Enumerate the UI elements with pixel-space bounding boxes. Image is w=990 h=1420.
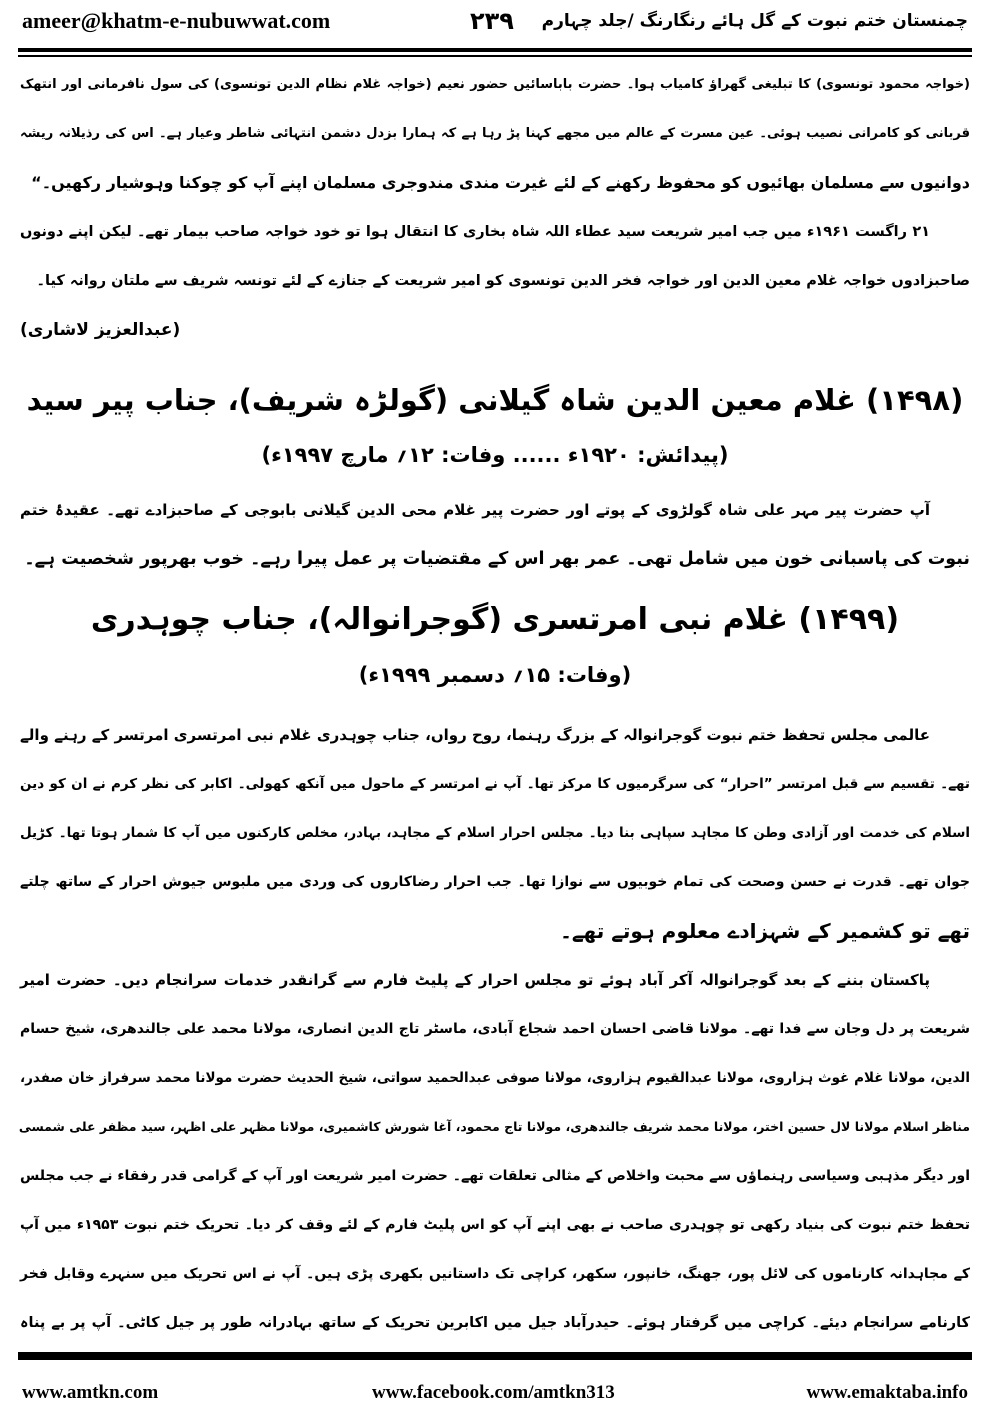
entry-heading: (۱۴۹۹) غلام نبی امرتسری (گوجرانوالہ)، جناب چوہدری: [90, 602, 900, 637]
text-line: تحفظ ختم نبوت کی بنیاد رکھی تو چوہدری صاحب نے بھی اپنے آپ کو اس پلیٹ فارم کے لئے وقف کر دیا۔ تحریک ختم نبوت ۱۹۵۳ء میں آپ: [20, 1217, 970, 1233]
text-line: ۲۱ راگست ۱۹۶۱ء میں جب امیر شریعت سید عطاء اللہ شاہ بخاری کا انتقال ہوا تو خود خواجہ صاحب بیمار تھے۔ لیکن اپنے دونوں: [20, 224, 931, 240]
book-title: چمنستان ختم نبوت کے گل ہائے رنگارنگ /جلد چہارم: [541, 11, 968, 31]
text-line: شریعت پر دل وجان سے فدا تھے۔ مولانا قاضی احسان احمد شجاع آبادی، ماسٹر تاج الدین انصاری، مولانا محمد علی جالندھری، شیخ حسام: [20, 1021, 970, 1037]
text-line-last: نبوت کی پاسبانی خون میں شامل تھی۔ عمر بھر اس کے مقتضیات پر عمل پیرا رہے۔ خوب بھرپور شخصیت ہے۔: [24, 549, 970, 569]
entry-dates: (وفات: ۱۵؍ دسمبر ۱۹۹۹ء): [358, 663, 632, 687]
text-line: عالمی مجلس تحفظ ختم نبوت گوجرانوالہ کے بزرگ رہنما، روح رواں، جناب چوہدری غلام نبی امرتسری امرتسر کے رہنے والے: [20, 726, 930, 744]
text-line: آپ حضرت پیر مہر علی شاہ گولڑوی کے پوتے اور حضرت پیر غلام محی الدین گیلانی بابوجی کے صاحبزادے تھے۔ عقیدۂ ختم: [20, 501, 930, 519]
footer-rule: [18, 1352, 972, 1360]
header-rule-thin: [18, 55, 972, 57]
footer-link-emaktaba[interactable]: www.emaktaba.info: [806, 1382, 968, 1403]
text-line: اسلام کی خدمت اور آزادی وطن کا مجاہد سپاہی بنا دیا۔ مجلس احرار اسلام کے مجاہد، بہادر، مخلص کارکنوں میں آپ کا شمار ہوتا تھا۔ کڑیل: [20, 825, 970, 841]
text-line: کارنامے سرانجام دیئے۔ کراچی میں گرفتار ہوئے۔ حیدرآباد جیل میں اکابرین تحریک کے ساتھ بہادرانہ طور پر جیل کاٹی۔ آپ پر بے پناہ: [20, 1315, 970, 1331]
text-line: (خواجہ محمود تونسوی) کا تبلیغی گھراؤ کامیاب ہوا۔ حضرت باباسائیں حضور نعیم (خواجہ غلام نظام الدین تونسوی) کی سول نافرمانی اور انتھک: [20, 77, 970, 92]
text-line-last: صاحبزادوں خواجہ غلام معین الدین اور خواجہ فخر الدین تونسوی کو امیر شریعت کے جنازے کے لئے تونسہ شریف سے ملتان روانہ کیا۔: [36, 273, 970, 289]
text-line: کے مجاہدانہ کارناموں کی لائل پور، جھنگ، خانپور، سکھر، کراچی تک داستانیں بکھری پڑی ہیں۔ آپ نے اس تحریک میں سنہرے وقابل فخر: [20, 1266, 970, 1282]
text-line: جوان تھے۔ قدرت نے حسن وصحت کی تمام خوبیوں سے نوازا تھا۔ جب احرار رضاکاروں کی وردی میں ملبوس جیوش احرار کے ساتھ چلتے: [20, 874, 970, 890]
entry-dates: (پیدائش: ۱۹۲۰ء ...... وفات: ۱۲؍ مارچ ۱۹۹۷ء): [261, 443, 729, 467]
text-line-last: دوانیوں سے مسلمان بھائیوں کو محفوظ رکھنے کے لئے غیرت مندی مندوجری مسلمان اپنے آپ کو چوکنا وہوشیار رکھیں۔“: [31, 173, 970, 192]
text-line: اور دیگر مذہبی وسیاسی رہنماؤں سے محبت واخلاص کے مثالی تعلقات تھے۔ حضرت امیر شریعت اور آپ کے گرامی قدر رفقاء نے جب مجلس: [20, 1168, 970, 1184]
page-number: ۲۳۹: [470, 7, 514, 35]
header-rule-thick: [18, 48, 972, 52]
text-line-last: تھے تو کشمیر کے شہزادے معلوم ہوتے تھے۔: [560, 919, 970, 943]
text-line: پاکستان بننے کے بعد گوجرانوالہ آکر آباد ہوئے تو مجلس احرار کے پلیٹ فارم سے گرانقدر خدمات سرانجام دیں۔ حضرت امیر: [20, 971, 930, 989]
text-line: تھے۔ تقسیم سے قبل امرتسر ”احرار“ کی سرگرمیوں کا مرکز تھا۔ آپ نے امرتسر کے ماحول میں آنکھ کھولی۔ اکابر کی نظر کرم نے ان کو دین: [20, 776, 970, 792]
footer-link-facebook[interactable]: www.facebook.com/amtkn313: [372, 1382, 615, 1403]
text-line: الدین، مولانا غلام غوث ہزاروی، مولانا عبدالقیوم ہزاروی، مولانا صوفی عبدالحمید سواتی، شیخ الحدیث حضرت مولانا محمد سرفراز خان صفدر،: [20, 1070, 970, 1086]
author-signature: (عبدالعزیز لاشاری): [20, 320, 181, 340]
footer-link-amtkn[interactable]: www.amtkn.com: [22, 1382, 159, 1403]
entry-heading: (۱۴۹۸) غلام معین الدین شاہ گیلانی (گولڑہ شریف)، جناب پیر سید: [26, 383, 964, 417]
header-email: ameer@khatm-e-nubuwwat.com: [22, 8, 331, 33]
text-line: قربانی کو کامرانی نصیب ہوئی۔ عین مسرت کے عالم میں مجھے کہنا پڑ رہا ہے کہ ہمارا بزدل دشمن انتہائی شاطر وعیار ہے۔ اس کی رذیلانہ ریشہ: [20, 126, 970, 141]
text-line: مناظر اسلام مولانا لال حسین اختر، مولانا محمد شریف جالندھری، مولانا تاج محمود، آغا شورش کاشمیری، مولانا مظہر علی اظہر، سید مظفر علی شمسی: [18, 1119, 970, 1134]
